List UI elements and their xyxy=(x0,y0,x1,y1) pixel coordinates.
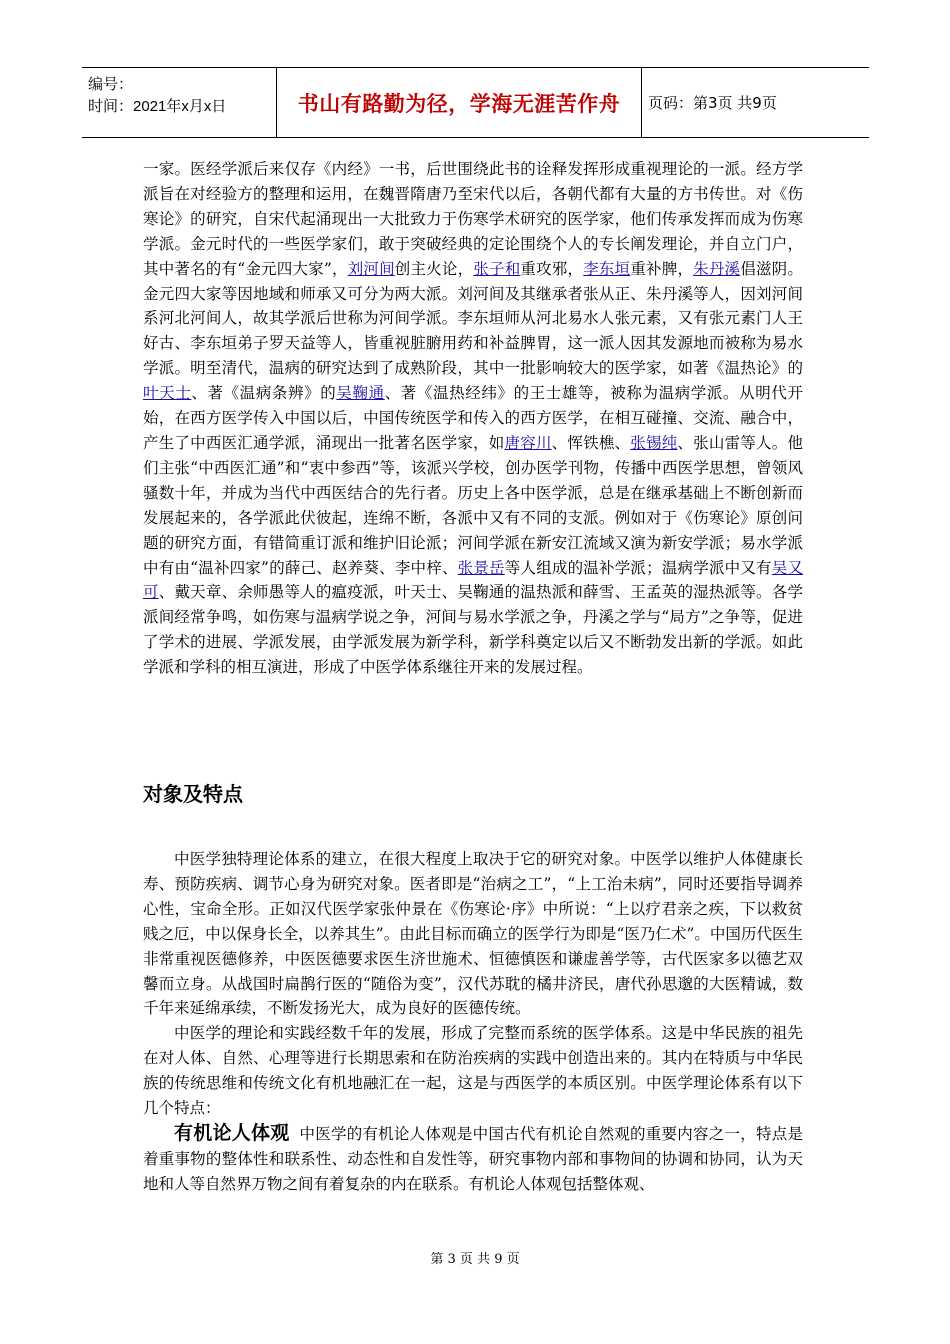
header-meta xyxy=(82,68,277,137)
date-label: 时间：2021年x月x日 xyxy=(88,98,227,115)
link-zhang-zihe[interactable]: 张子和 xyxy=(473,259,521,278)
text: 、戴天章、余师愚等人的瘟疫派，叶天士、吴鞠通的温热派和薛雪、王孟英的湿热派等。各学派间经常争鸣，如伤寒与温病学说之争，河间与易水学派之争，丹溪之学与“局方”之争等，促进了学术的进展、学派发展，由学派发展为新学科，新学科奠定以后又不断勃发出新的学派。如此学派和学科的相互演进，形成了中医学体系继往开来的发展过程。 xyxy=(143,583,803,677)
link-wu-youke[interactable]: 吴又可 xyxy=(143,558,803,602)
link-liu-hejian[interactable]: 刘河间 xyxy=(347,259,395,278)
link-tang-rongchuan[interactable]: 唐容川 xyxy=(504,433,552,452)
link-wu-jutong[interactable]: 吴鞠通 xyxy=(336,384,385,403)
text: 、著《温病条辨》的 xyxy=(191,384,337,403)
link-li-dongyuan[interactable]: 李东垣 xyxy=(583,259,631,278)
text: 等人组成的温补学派；温病学派中又有 xyxy=(504,558,772,577)
text: 重补脾， xyxy=(630,259,694,278)
history-paragraph xyxy=(143,157,803,680)
text: 倡滋阴。金元四大家等因地域和师承又可分为两大派。刘河间及其继承者张从正、朱丹溪等人，因刘河间系河北河间人，故其学派后世称为河间学派。李东垣师从河北易水人张元素，又有张元素门人王好古、李东垣弟子罗天益等人，皆重视脏腑用药和补益脾胃，这一派人因其发源地而被称为易水学派。明至清代，温病的研究达到了成熟阶段，其中一批影响较大的医学家，如著《温热论》的 xyxy=(143,259,803,378)
text: 重攻邪， xyxy=(520,259,584,278)
header-table xyxy=(82,67,869,138)
link-zhang-xichun[interactable]: 张锡纯 xyxy=(630,433,678,452)
link-zhu-danxi[interactable]: 朱丹溪 xyxy=(693,259,741,278)
section-body xyxy=(143,847,803,1197)
paragraph-organic-view xyxy=(143,1121,803,1197)
paragraph-system: 中医学的理论和实践经数千年的发展，形成了完整而系统的医学体系。这是中华民族的祖先在对人体、自然、心理等进行长期思索和在防治疾病的实践中创造出来的。其内在特质与中华民族的传统思维和传统文化有机地融汇在一起，这是与西医学的本质区别。中医学理论体系有以下几个特点： xyxy=(143,1024,803,1118)
text: 一家。医经学派后来仅存《内经》一书，后世围绕此书的诠释发挥形成重视理论的一派。经方学派旨在对经验方的整理和运用，在魏晋隋唐乃至宋代以后，各朝代都有大量的方书传世。对《伤寒论》的研究，自宋代起涌现出一大批致力于伤寒学术研究的医学家，他们传承发挥而成为伤寒学派。金元时代的一些医学家们，敢于突破经典的定论围绕个人的专长阐发理论，并自立门户，其中著名的有“金元四大家”， xyxy=(143,160,803,278)
text: 中医学的有机论人体观是中国古代有机论自然观的重要内容之一，特点是着重事物的整体性和联系性、动态性和自发性等，研究事物内部和事物间的协调和协同，认为天地和人等自然界万物之间有着复杂的内在联系。有机论人体观包括整体观、 xyxy=(143,1124,803,1193)
header-page-info: 页码：第3页 共9页 xyxy=(648,94,777,112)
page-footer: 第 3 页 共 9 页 xyxy=(430,1252,520,1267)
link-zhang-jingyue[interactable]: 张景岳 xyxy=(457,558,505,577)
section-title: 对象及特点 xyxy=(143,782,243,806)
text: 、著《温热经纬》的王士雄等，被称为温病学派。从明代开始，在西方医学传入中国以后，中国传统医学和传入的西方医学，在相互碰撞、交流、融合中，产生了中西医汇通学派，涌现出一批著名医学家，如 xyxy=(143,384,803,452)
header-motto: 书山有路勤为径，学海无涯苦作舟 xyxy=(277,68,642,137)
subtitle-organic-view: 有机论人体观 xyxy=(174,1121,290,1144)
text: 创主火论， xyxy=(394,259,474,278)
link-ye-tianshi[interactable]: 叶天士 xyxy=(143,384,192,403)
number-label: 编号： xyxy=(88,76,134,93)
text: 、张山雷等人。他们主张“中西医汇通”和“衷中参西”等，该派兴学校，创办医学刊物，传播中西医学思想，曾领风骚数十年，并成为当代中西医结合的先行者。历史上各中医学派，总是在继承基础上不断创新而发展起来的，各学派此伏彼起，连绵不断，各派中又有不同的支派。例如对于《伤寒论》原创问题的研究方面，有错简重订派和维护旧论派；河间学派在新安江流域又演为新安学派；易水学派中有由“温补四家”的薛己、赵养葵、李中梓、 xyxy=(143,433,803,577)
text: 、恽铁樵、 xyxy=(551,433,631,452)
paragraph-research-object: 中医学独特理论体系的建立，在很大程度上取决于它的研究对象。中医学以维护人体健康长寿、预防疾病、调节心身为研究对象。医者即是“治病之工”，“上工治未病”，同时还要指导调养心性，宝命全形。正如汉代医学家张仲景在《伤寒论·序》中所说：“上以疗君亲之疾，下以救贫贱之厄，中以保身长全，以养其生”。由此目标而确立的医学行为即是“医乃仁术”。中国历代医生非常重视医德修养，中医医德要求医生济世施术、恒德慎医和谦虚善学等，古代医家多以德艺双馨而立身。从战国时扁鹊行医的“随俗为变”，汉代苏耽的橘井济民，唐代孙思邈的大医精诚，数千年来延绵承续，不断发扬光大，成为良好的医德传统。 xyxy=(143,850,803,1018)
